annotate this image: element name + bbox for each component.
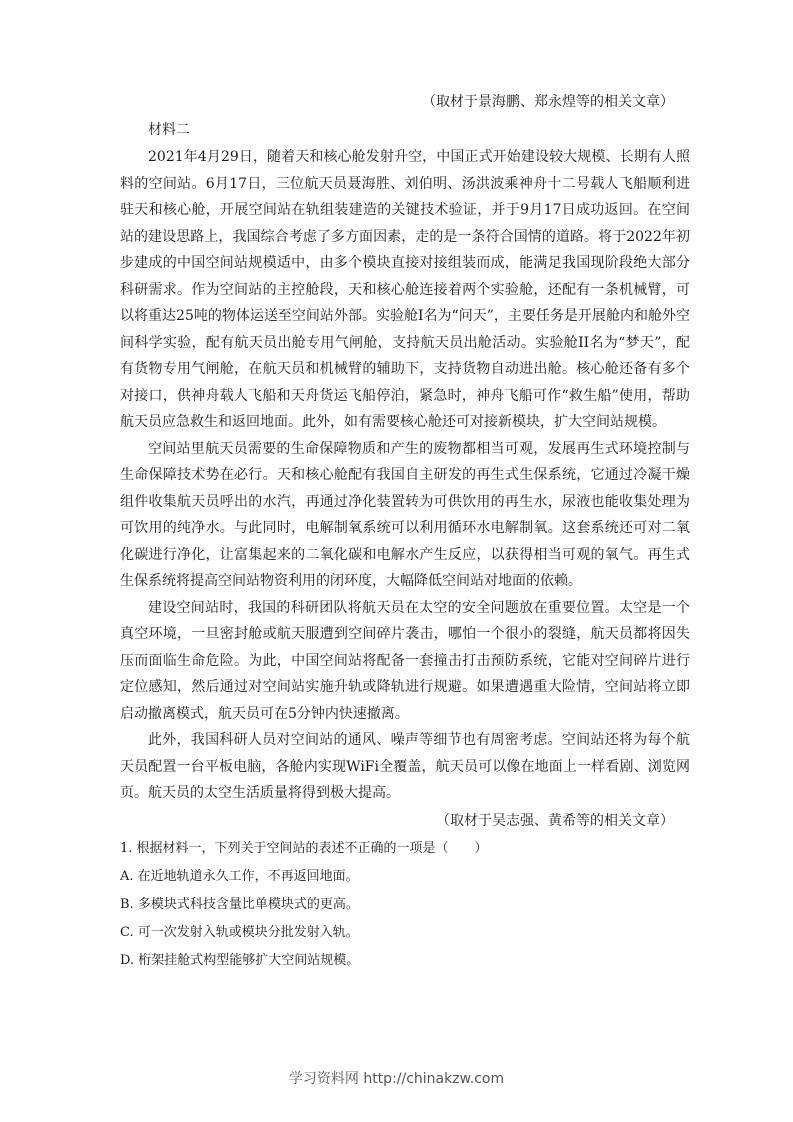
- option-d: D. 桁架挂舱式构型能够扩大空间站规模。: [120, 952, 360, 968]
- section-heading: 材料二: [148, 122, 190, 138]
- source-citation-2: （取材于吴志强、黄希等的相关文章）: [436, 812, 674, 829]
- footer-watermark: 学习资料网 http://chinakzw.com: [288, 1071, 505, 1087]
- paragraph-3: 建设空间站时，我国的科研团队将航天员在太空的安全问题放在重要位置。太空是一个真空环境，一旦密封舱或航天服遭到空间碎片袭击，哪怕一个很小的裂缝，航天员都将因失压而面临生命危险。为此，中国空间站将配备一套撞击打击预防系统，它能对空间碎片进行定位感知，然后通过对空间站实施升轨或降轨进行规避。如果遭遇重大险情，空间站将立即启动撤离模式，航天员可在5分钟内快速撤离。: [120, 599, 690, 722]
- option-b: B. 多模块式科技含量比单模块式的更高。: [120, 896, 359, 912]
- option-a: A. 在近地轨道永久工作，不再返回地面。: [120, 868, 359, 884]
- document-body: [120, 88, 690, 975]
- paragraph-1: 2021年4月29日，随着天和核心舱发射升空，中国正式开始建设较大规模、长期有人照料的空间站。6月17日，三位航天员聂海胜、刘伯明、汤洪波乘神舟十二号载人飞船顺利进驻天和核心舱，开展空间站在轨组装建造的关键技术验证，并于9月17日成功返回。在空间站的建设思路上，我国综合考虑了多方面因素，走的是一条符合国情的道路。将于2022年初步建成的中国空间站规模适中，由多个模块直接对接组装而成，能满足我国现阶段绝大部分科研需求。作为空间站的主控舱段，天和核心舱连接着两个实验舱，还配有一条机械臂，可以将重达25吨的物体运送至空间站外部。实验舱I名为“问天”，主要任务是开展舱内和舱外空间科学实验，配有航天员出舱专用气闸舱，支持航天员出舱活动。实验舱II名为“梦天”，配有货物专用气闸舱，在航天员和机械臂的辅助下，支持货物自动进出舱。核心舱还备有多个对接口，供神舟载人飞船和天舟货运飞船停泊，紧急时，神舟飞船可作“救生船”使用，帮助航天员应急救生和返回地面。此外，如有需要核心舱还可对接新模块，扩大空间站规模。: [120, 149, 690, 430]
- paragraph-2: 空间站里航天员需要的生命保障物质和产生的废物都相当可观，发展再生式环境控制与生命保障技术势在必行。天和核心舱配有我国自主研发的再生式生保系统，它通过冷凝干燥组件收集航天员呼出的水汽，再通过净化装置转为可供饮用的再生水，尿液也能收集处理为可饮用的纯净水。与此同时，电解制氧系统可以利用循环水电解制氧。这套系统还可对二氧化碳进行净化，让富集起来的二氧化碳和电解水产生反应，以获得相当可观的氧气。再生式生保系统将提高空间站物资利用的闭环度，大幅降低空间站对地面的依赖。: [120, 440, 690, 589]
- source-citation-1: （取材于景海鹏、郑永煌等的相关文章）: [422, 94, 674, 110]
- option-c: C. 可一次发射入轨或模块分批发射入轨。: [120, 924, 359, 940]
- paragraph-4: 此外，我国科研人员对空间站的通风、噪声等细节也有周密考虑。空间站还将为每个航天员配置一台平板电脑，各舱内实现WiFi全覆盖，航天员可以像在地面上一样看剧、浏览网页。航天员的太空生活质量将得到极大提高。: [120, 732, 690, 801]
- question-stem: 1. 根据材料一，下列关于空间站的表述不正确的一项是（ ）: [120, 840, 488, 856]
